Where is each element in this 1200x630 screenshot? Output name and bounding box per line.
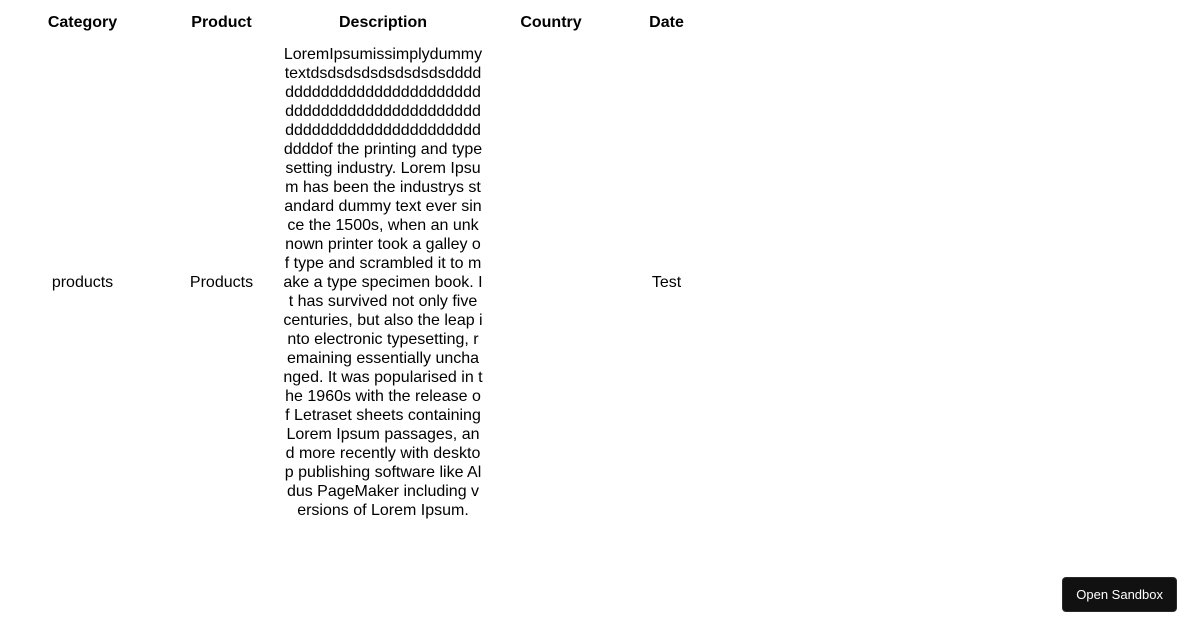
description-text: LoremIpsumissimplydummytextdsdsdsdsdsdsdsdsddddddddddddddddddddddddddddddddddddddddddddddddddddddddddddddddddddddddddof the printing and typesetting industry. Lorem Ipsum has been the industrys standard dummy text ever since the 1500s, when an unknown printer took a galley of type and scrambled it to make a type specimen book. It has survived not only five centuries, but also the leap into electronic typesetting, remaining essentially unchanged. It was popularised in the 1960s with the release of Letraset sheets containing Lorem Ipsum passages, and more recently with desktop publishing software like Aldus PageMaker including versions of Lorem Ipsum. [283,46,483,519]
cell-description [282,44,484,521]
open-sandbox-button[interactable]: Open Sandbox [1062,577,1177,612]
cell-product: Products [189,274,254,291]
cell-country [486,44,616,521]
column-header-date: Date [649,13,684,31]
data-table [2,0,717,523]
table-row [4,44,715,521]
cell-category: products [51,274,114,291]
cell-date: Test [651,274,682,291]
table-header-row [4,2,715,42]
column-header-description: Description [338,13,427,31]
column-header-product: Product [191,13,252,31]
column-header-category: Category [47,13,118,31]
column-header-country: Country [520,13,582,31]
